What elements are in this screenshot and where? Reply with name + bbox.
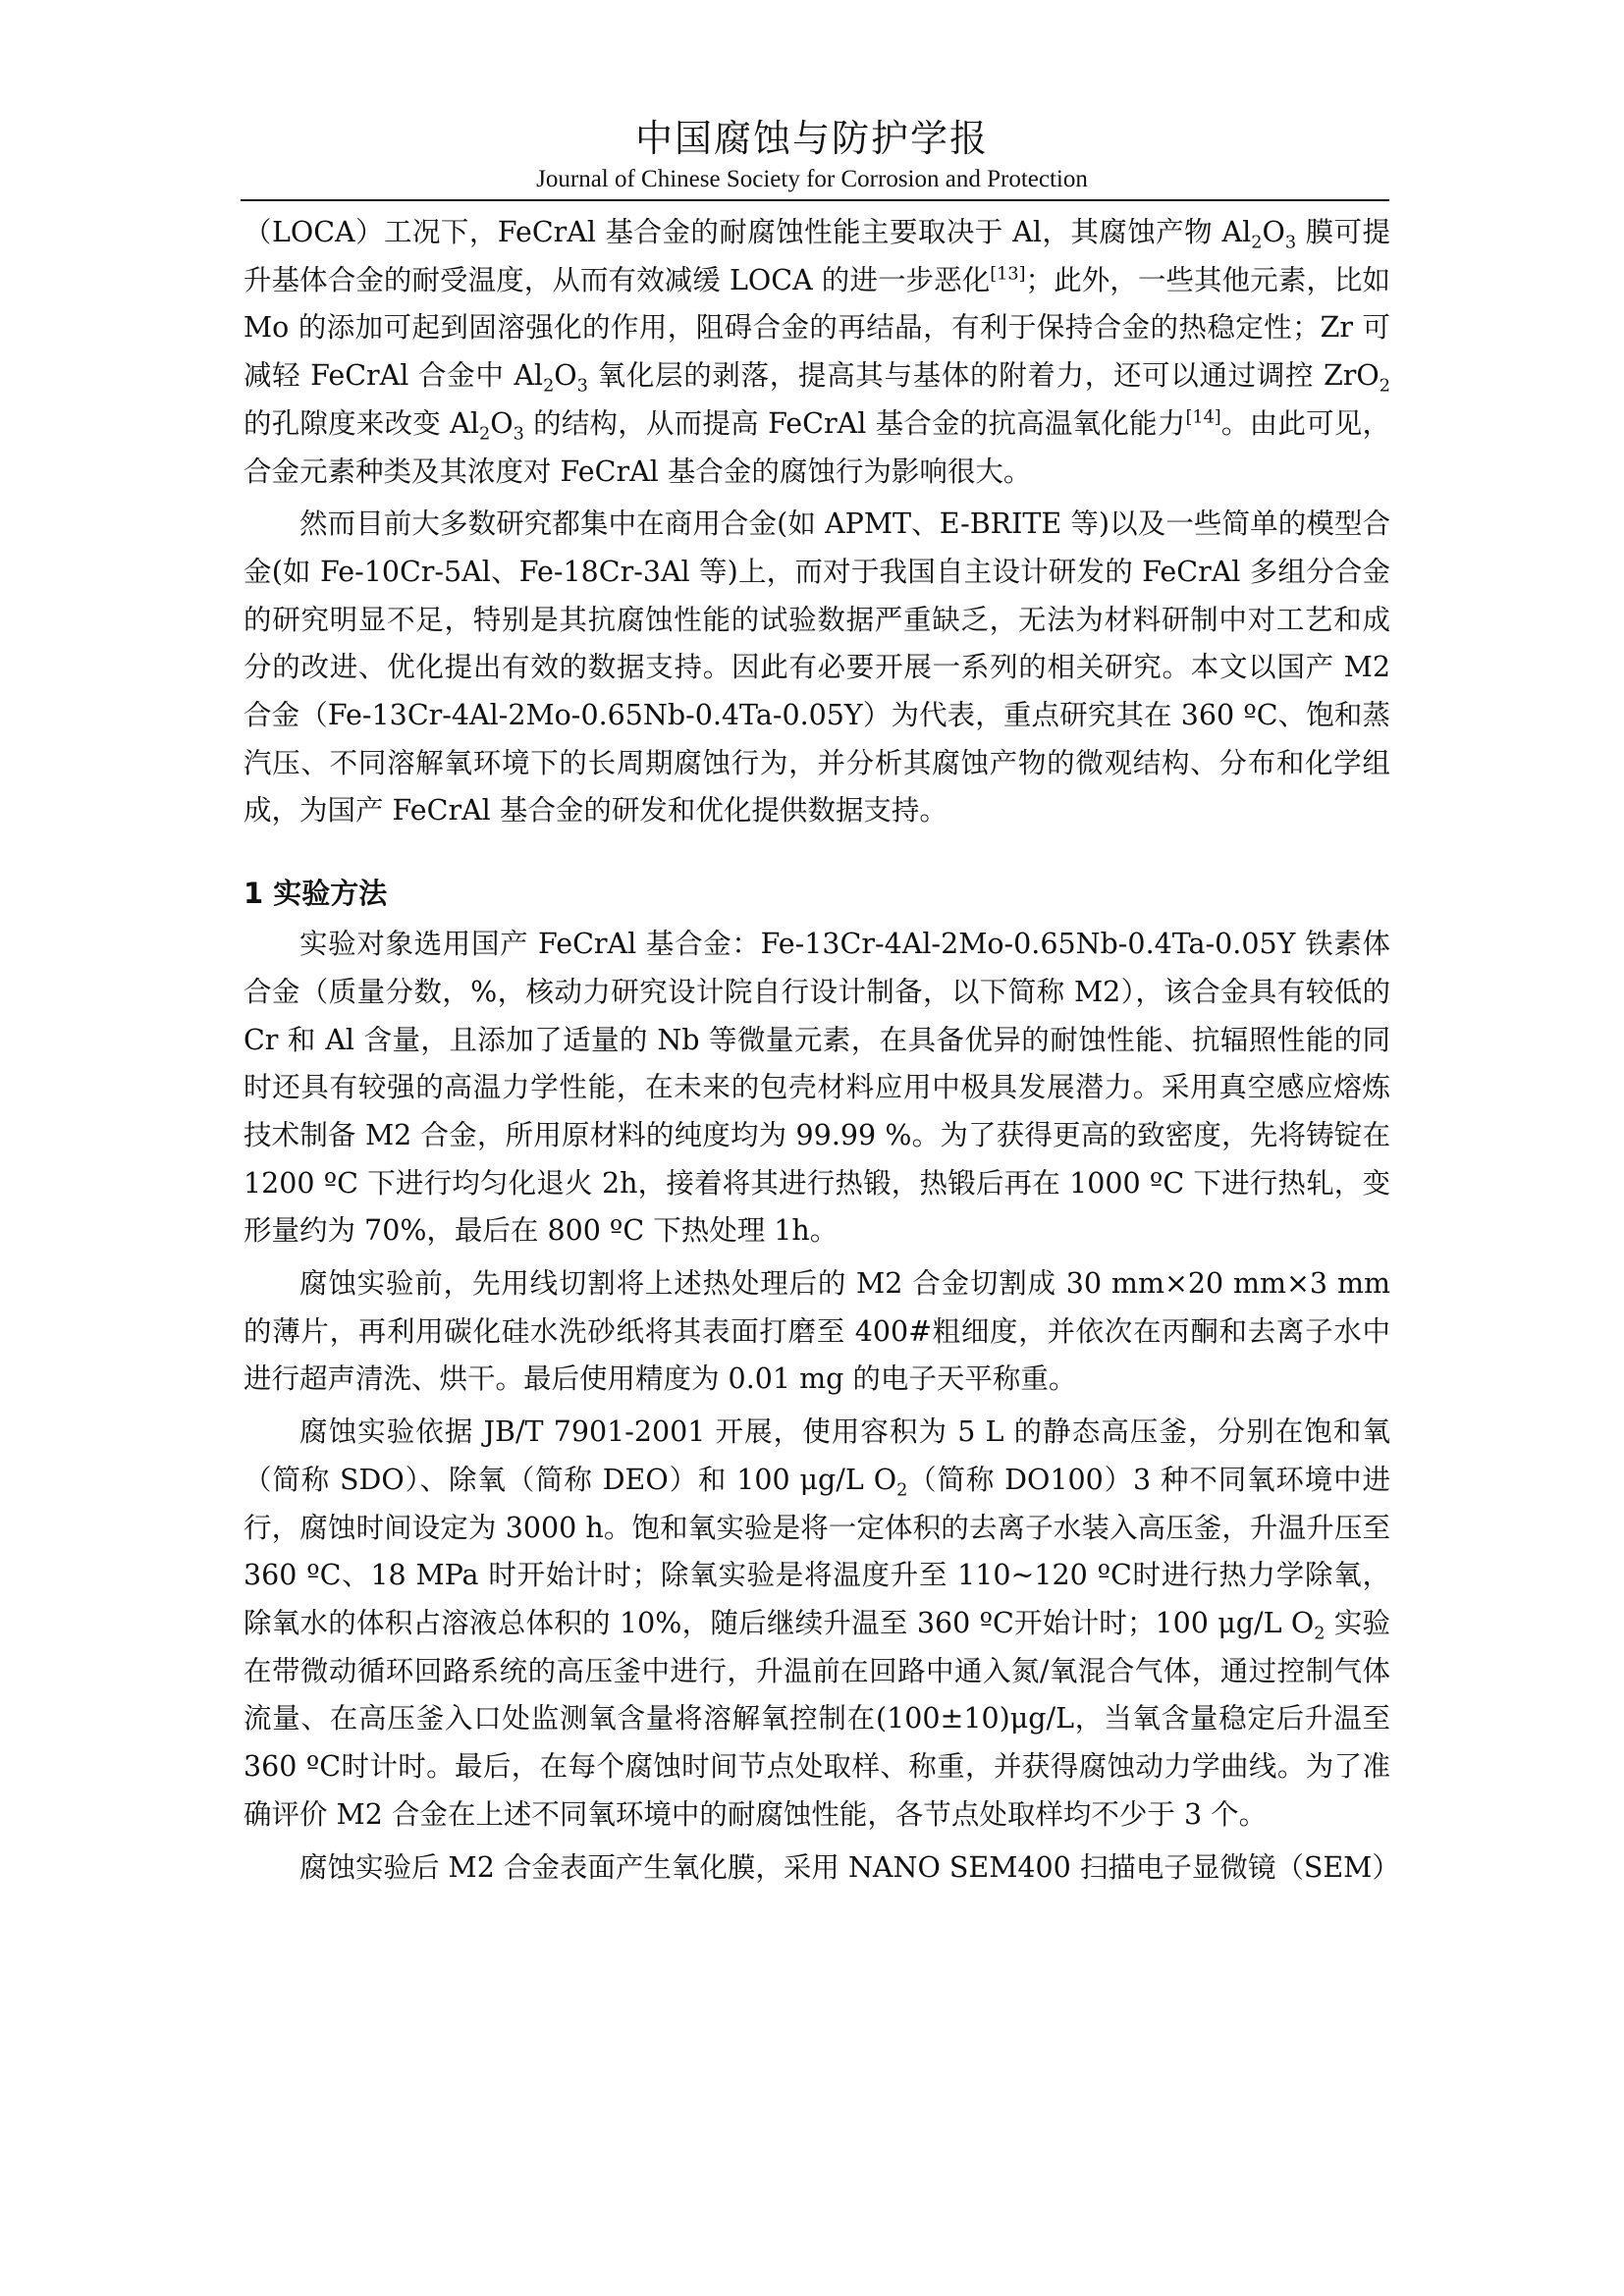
journal-subtitle: Journal of Chinese Society for Corrosion and Protection	[536, 166, 1088, 192]
text-run: 膜可提升基体合金的耐受温度，从而有效减缓 LOCA 的进一步恶化	[244, 216, 1391, 296]
text-run: 1 实验方法	[244, 877, 388, 911]
text-run: 实验对象选用国产 FeCrAl 基合金：Fe-13Cr-4Al-2Mo-0.65Nb-0.4Ta-0.05Y 铁素体合金（质量分数，%，核动力研究设计院自行设计制备，以下简称 M2），该合金具有较低的 Cr 和 Al 含量，且添加了适量的 Nb 等微量元素，在具备优异的耐蚀性能、抗辐照性能的同时还具有较强的高温力学性能，在未来的包壳材料应用中极具发展潜力。采用真空感应熔炼技术制备 M2 合金，所用原材料的纯度均为 99.99 %。为了获得更高的致密度，先将铸锭在 1200 ºC 下进行均匀化退火 2h，接着将其进行热锻，热锻后再在 1000 ºC 下进行热轧，变形量约为 70%，最后在 800 ºC 下热处理 1h。	[244, 928, 1390, 1248]
subscript: 3	[513, 424, 524, 445]
text-run: 然而目前大多数研究都集中在商用合金(如 APMT、E-BRITE 等)以及一些简单的模型合金(如 Fe-10Cr-5Al、Fe-18Cr-3Al 等)上，而对于我国自主设计研发的 FeCrAl 多组分合金的研究明显不足，特别是其抗腐蚀性能的试验数据严重缺乏，无法为材料研制中对工艺和成分的改进、优化提出有效的数据支持。因此有必要开展一系列的相关研究。本文以国产 M2 合金（Fe-13Cr-4Al-2Mo-0.65Nb-0.4Ta-0.05Y）为代表，重点研究其在 360 ºC、饱和蒸汽压、不同溶解氧环境下的长周期腐蚀行为，并分析其腐蚀产物的微观结构、分布和化学组成，为国产 FeCrAl 基合金的研发和优化提供数据支持。	[244, 507, 1390, 828]
text-run: O	[490, 406, 514, 440]
text-run: 。由此可见，合金元素种类及其浓度对 FeCrAl 基合金的腐蚀行为影响很大。	[244, 406, 1390, 488]
paragraph	[244, 921, 1390, 1255]
subscript: 3	[576, 376, 588, 397]
subscript: 2	[1379, 376, 1390, 397]
subscript: 2	[1251, 233, 1263, 253]
subscript: 2	[896, 1480, 908, 1501]
text-run: ；此外，一些其他元素，比如 Mo 的添加可起到固溶强化的作用，阻碍合金的再结晶，有利于保持合金的热稳定性；Zr 可减轻 FeCrAl 合金中 Al	[244, 263, 1390, 393]
text-run: （LOCA）工况下，FeCrAl 基合金的耐腐蚀性能主要取决于 Al，其腐蚀产物 Al	[244, 216, 1252, 248]
paragraph	[244, 1260, 1390, 1404]
text-run: 的结构，从而提高 FeCrAl 基合金的抗高温氧化能力	[523, 406, 1186, 440]
subscript: 2	[1314, 1624, 1326, 1644]
paragraph	[244, 209, 1390, 496]
subscript: 2	[478, 424, 491, 445]
text-run: 氧化层的剥落，提高其与基体的附着力，还可以通过调控 ZrO	[587, 359, 1380, 393]
text-run: 腐蚀实验后 M2 合金表面产生氧化膜，采用 NANO SEM400 扫描电子显微镜（SEM）	[299, 1850, 1400, 1884]
text-run: （简称 DO100）3 种不同氧环境中进行，腐蚀时间设定为 3000 h。饱和氧实验是将一定体积的去离子水装入高压釜，升温升压至 360 ºC、18 MPa 时开始计时；除氧实验是将温度升至 110~120 ºC时进行热力学除氧，除氧水的体积占溶液总体积的 10%，随后继续升温至 360 ºC开始计时；100 μg/L O	[244, 1463, 1390, 1639]
subscript: 3	[1284, 233, 1297, 253]
body-text	[244, 209, 1400, 1896]
header-rule	[241, 199, 1389, 201]
paragraph	[244, 501, 1390, 835]
citation: [14]	[1185, 407, 1221, 428]
text-run: 的孔隙度来改变 Al	[244, 406, 479, 440]
subscript: 2	[543, 376, 555, 397]
text-run: 腐蚀实验依据 JB/T 7901-2001 开展，使用容积为 5 L 的静态高压釜，分别在饱和氧（简称 SDO）、除氧（简称 DEO）和 100 μg/L O	[244, 1415, 1390, 1496]
citation: [13]	[990, 264, 1026, 285]
journal-title: 中国腐蚀与防护学报	[634, 117, 989, 160]
paragraph	[244, 1844, 1400, 1893]
section-heading	[244, 870, 1390, 917]
text-run: O	[1262, 216, 1285, 248]
text-run: O	[554, 359, 577, 393]
text-run: 腐蚀实验前，先用线切割将上述热处理后的 M2 合金切割成 30 mm×20 mm×3 mm 的薄片，再利用碳化硅水洗砂纸将其表面打磨至 400#粗细度，并依次在丙酮和去离子水中进行超声清洗、烘干。最后使用精度为 0.01 mg 的电子天平称重。	[244, 1267, 1390, 1396]
text-run: 实验在带微动循环回路系统的高压釜中进行，升温前在回路中通入氮/氧混合气体，通过控制气体流量、在高压釜入口处监测氧含量将溶解氧控制在(100±10)μg/L，当氧含量稳定后升温至 360 ºC时计时。最后，在每个腐蚀时间节点处取样、称重，并获得腐蚀动力学曲线。为了准确评价 M2 合金在上述不同氧环境中的耐腐蚀性能，各节点处取样均不少于 3 个。	[244, 1606, 1390, 1831]
paragraph	[244, 1409, 1390, 1839]
